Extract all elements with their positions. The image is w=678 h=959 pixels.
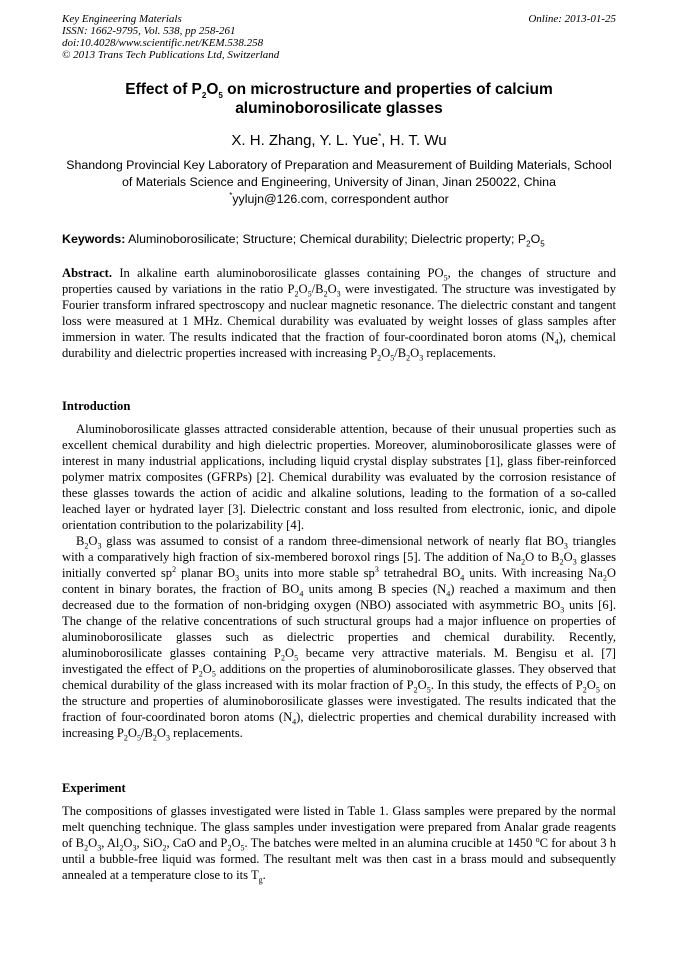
section-heading-experiment: Experiment	[62, 781, 126, 795]
online-date: Online: 2013-01-25	[528, 13, 616, 25]
journal-header	[62, 13, 616, 61]
authors: X. H. Zhang, Y. L. Yue*, H. T. Wu	[231, 132, 447, 149]
doi: doi:10.4028/www.scientific.net/KEM.538.258	[62, 37, 264, 49]
intro-paragraph-2: $B_2O_3$ glass was assumed to consist of a random three-dimensional network of nearly flat $BO_3$ triangles with a comparatively high fraction of six-membered boroxol rings [5]. The addition of $Na_2O$ to $B_2O_3$ glasses initially converted $sp^2$ planar $BO_3$ units into more stable $sp^3$ tetrahedral $BO_4$ units. With increasing $Na_2O$ content in binary borates, the fraction of $BO_4$ units among B species $(N_4)$ reached a maximum and then decreased due to the formation of non-bridging oxygen (NBO) associated with asymmetric $BO_3$ units [6]. The change of the relative concentrations of such structural groups had a major influence on properties of aluminoborosilicate glasses such as dielectric properties and chemical durability. Recently, aluminoborosilicate glasses containing $P_2O_5$ became very attractive materials. M. Bengisu et al. [7] investigated the effect of $P_2O_5$ additions on the properties of aluminoborosilicate glasses. They observed that chemical durability of the glass increased with its molar fraction of $P_2O_5$. In this study, the effects of $P_2O_5$ on the structure and properties of aluminoborosilicate glasses were investigated. The results indicated that the fraction of four-coordinated boron atoms $(N_4)$, dielectric properties and chemical durability increased with increasing $P_2O_5/B_2O_3$ replacements.	[62, 534, 617, 743]
experiment-body: The compositions of glasses investigated were listed in Table 1. Glass samples were prepared by the normal melt quenching technique. The glass samples under investigation were prepared from Analar grade reagents of $B_2O_3$, $Al_2O_3$, SiO$_2$, CaO and $P_2O_5$. The batches were melted in an alumina crucible at 1450 $^o$C for about 3 h until a bubble-free liquid was formed. The resultant melt was then cast in a brass mould and subsequently annealed at a temperature close to its $T_g$.	[62, 804, 616, 885]
introduction-body	[62, 421, 616, 741]
intro-paragraph-1: Aluminoborosilicate glasses attracted considerable attention, because of their unusual properties such as excellent chemical durability and high dielectric properties. Moreover, aluminoborosilicate glasses were of interest in many industrial applications, including liquid crystal display substrates [1], glass fiber-reinforced polymer matrix composites (GFRPs) [2]. Chemical durability was evaluated by the corrosion resistance of these glasses towards the action of acidic and alkaline solutions, leading to the formation of a so-called leached layer or hydrated layer [3]. Dielectric constant and loss resulted from electronic, ionic, and dipole orientation contribution to the polarizability [4].	[62, 422, 616, 532]
corresponding-email: *yylujn@126.com, correspondent author	[229, 190, 449, 206]
abstract: Abstract. In alkaline earth aluminoborosilicate glasses containing $PO_5$, the changes of structure and properties caused by variations in the ratio $P_2O_5/B_2O_3$ were investigated. The structure was investigated by Fourier transform infrared spectroscopy and nuclear magnetic resonance. The dielectric constant and tangent loss were measured at 1 MHz. Chemical durability was evaluated by weight losses of glass samples after immersion in water. The results indicated that the fraction of four-coordinated boron atoms $(N_4)$, chemical durability and dielectric properties increased with increasing $P_2O_5/B_2O_3$ replacements.	[62, 266, 616, 363]
keywords: Keywords: Aluminoborosilicate; Structure; Chemical durability; Dielectric property; $P_2O_5$	[62, 232, 545, 249]
affiliation: Shandong Provincial Key Laboratory of Preparation and Measurement of Building Materials, School of Materials Science and Engineering, University of Jinan, Jinan 250022, China	[66, 158, 612, 189]
journal-name: Key Engineering Materials	[62, 13, 182, 25]
section-heading-introduction: Introduction	[62, 399, 131, 413]
paper-title: Effect of $P_2O_5$ on microstructure and properties of calcium aluminoborosilicate glasses	[125, 81, 553, 117]
copyright: © 2013 Trans Tech Publications Ltd, Switzerland	[62, 49, 280, 61]
issn: ISSN: 1662-9795, Vol. 538, pp 258-261	[62, 25, 236, 37]
